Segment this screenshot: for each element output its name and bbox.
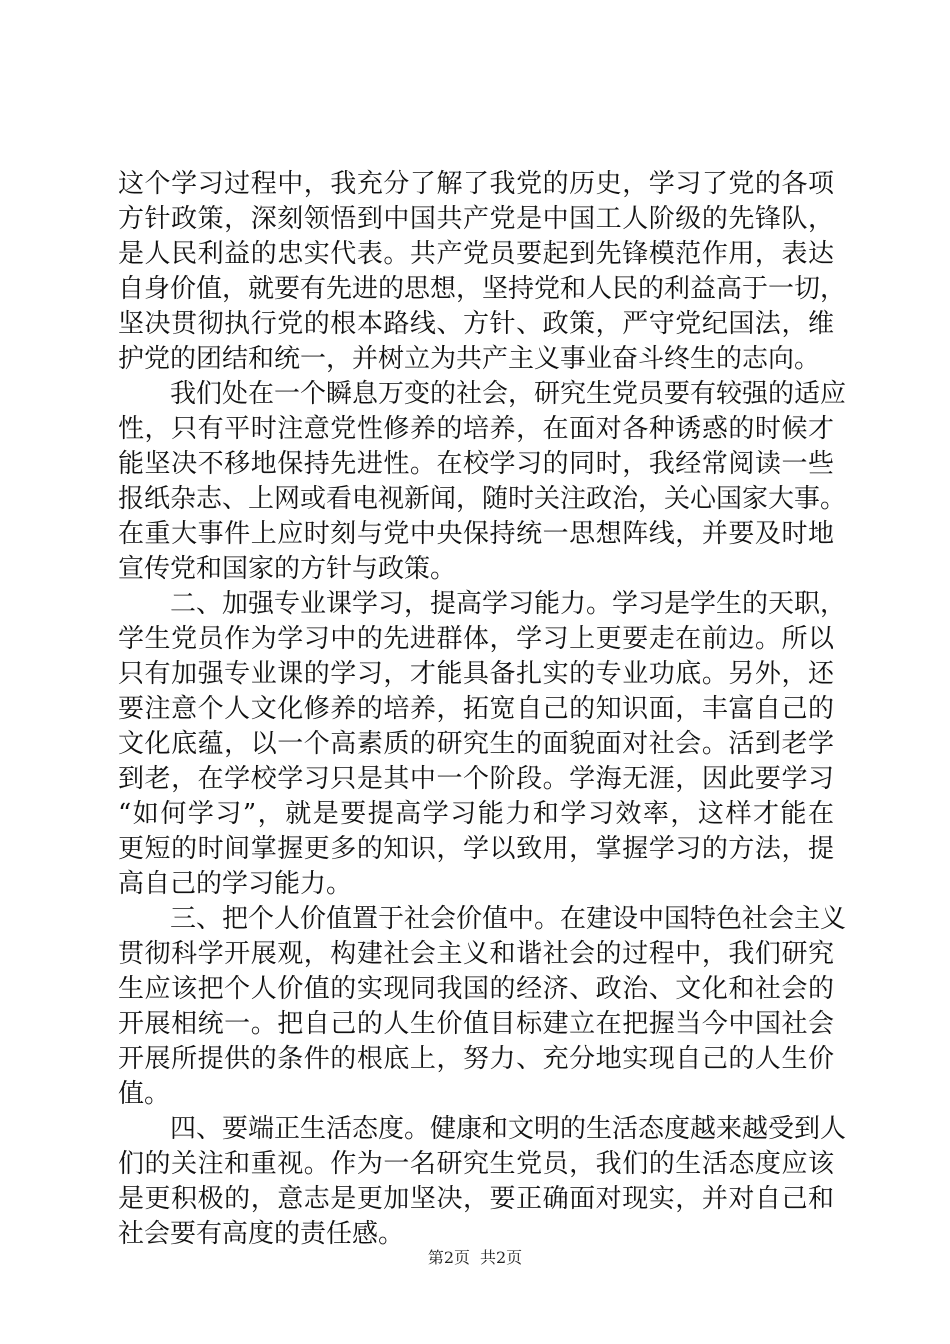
text-line: 贯彻科学开展观，构建社会主义和谐社会的过程中，我们研究: [118, 939, 834, 969]
text-line: 开展相统一。把自己的人生价值目标建立在把握当今中国社会: [118, 1009, 834, 1039]
paragraph: [118, 377, 847, 587]
paragraph: [118, 1112, 847, 1252]
text-line: 报纸杂志、上网或看电视新闻，随时关注政治，关心国家大事。: [118, 484, 847, 514]
text-line: 自身价值，就要有先进的思想，坚持党和人民的利益高于一切，: [118, 274, 847, 304]
text-line: 们的关注和重视。作为一名研究生党员，我们的生活态度应该: [118, 1149, 834, 1179]
text-line: 要注意个人文化修养的培养，拓宽自己的知识面，丰富自己的: [118, 694, 834, 724]
text-line: 只有加强专业课的学习，才能具备扎实的专业功底。另外，还: [118, 659, 834, 689]
text-line: 高自己的学习能力。: [118, 869, 353, 899]
text-line: 是人民利益的忠实代表。共产党员要起到先锋模范作用，表达: [118, 239, 834, 269]
page-number-current: 第2页: [427, 1248, 470, 1267]
text-line: “如何学习”，就是要提高学习能力和学习效率，这样才能在: [118, 799, 834, 829]
document-body: [118, 167, 847, 1252]
text-line: 护党的团结和统一，并树立为共产主义事业奋斗终生的志向。: [118, 344, 821, 374]
text-line: 能坚决不移地保持先进性。在校学习的同时，我经常阅读一些: [118, 449, 834, 479]
text-line: 我们处在一个瞬息万变的社会，研究生党员要有较强的适应: [118, 379, 847, 409]
text-line: 社会要有高度的责任感。: [118, 1219, 405, 1249]
text-line: 二、加强专业课学习，提高学习能力。学习是学生的天职，: [118, 589, 847, 619]
text-line: 三、把个人价值置于社会价值中。在建设中国特色社会主义: [118, 904, 847, 934]
text-line: 文化底蕴，以一个高素质的研究生的面貌面对社会。活到老学: [118, 729, 834, 759]
text-line: 四、要端正生活态度。健康和文明的生活态度越来越受到人: [118, 1114, 847, 1144]
text-line: 是更积极的，意志是更加坚决，要正确面对现实，并对自己和: [118, 1184, 834, 1214]
page-number-total: 共2页: [480, 1248, 523, 1267]
text-line: 值。: [118, 1079, 171, 1109]
text-line: 方针政策，深刻领悟到中国共产党是中国工人阶级的先锋队，: [118, 204, 834, 234]
text-line: 生应该把个人价值的实现同我国的经济、政治、文化和社会的: [118, 974, 834, 1004]
text-line: 更短的时间掌握更多的知识，学以致用，掌握学习的方法，提: [118, 834, 834, 864]
text-line: 这个学习过程中，我充分了解了我党的历史，学习了党的各项: [118, 169, 834, 199]
text-line: 到老，在学校学习只是其中一个阶段。学海无涯，因此要学习: [118, 764, 834, 794]
text-line: 宣传党和国家的方针与政策。: [118, 554, 457, 584]
text-line: 性，只有平时注意党性修养的培养，在面对各种诱惑的时候才: [118, 414, 834, 444]
text-line: 在重大事件上应时刻与党中央保持统一思想阵线，并要及时地: [118, 519, 834, 549]
text-line: 坚决贯彻执行党的根本路线、方针、政策，严守党纪国法，维: [118, 309, 834, 339]
paragraph: [118, 587, 847, 902]
page-footer: [0, 1248, 950, 1268]
text-line: 开展所提供的条件的根底上，努力、充分地实现自己的人生价: [118, 1044, 834, 1074]
paragraph: [118, 902, 847, 1112]
text-line: 学生党员作为学习中的先进群体，学习上更要走在前边。所以: [118, 624, 834, 654]
paragraph: [118, 167, 847, 377]
